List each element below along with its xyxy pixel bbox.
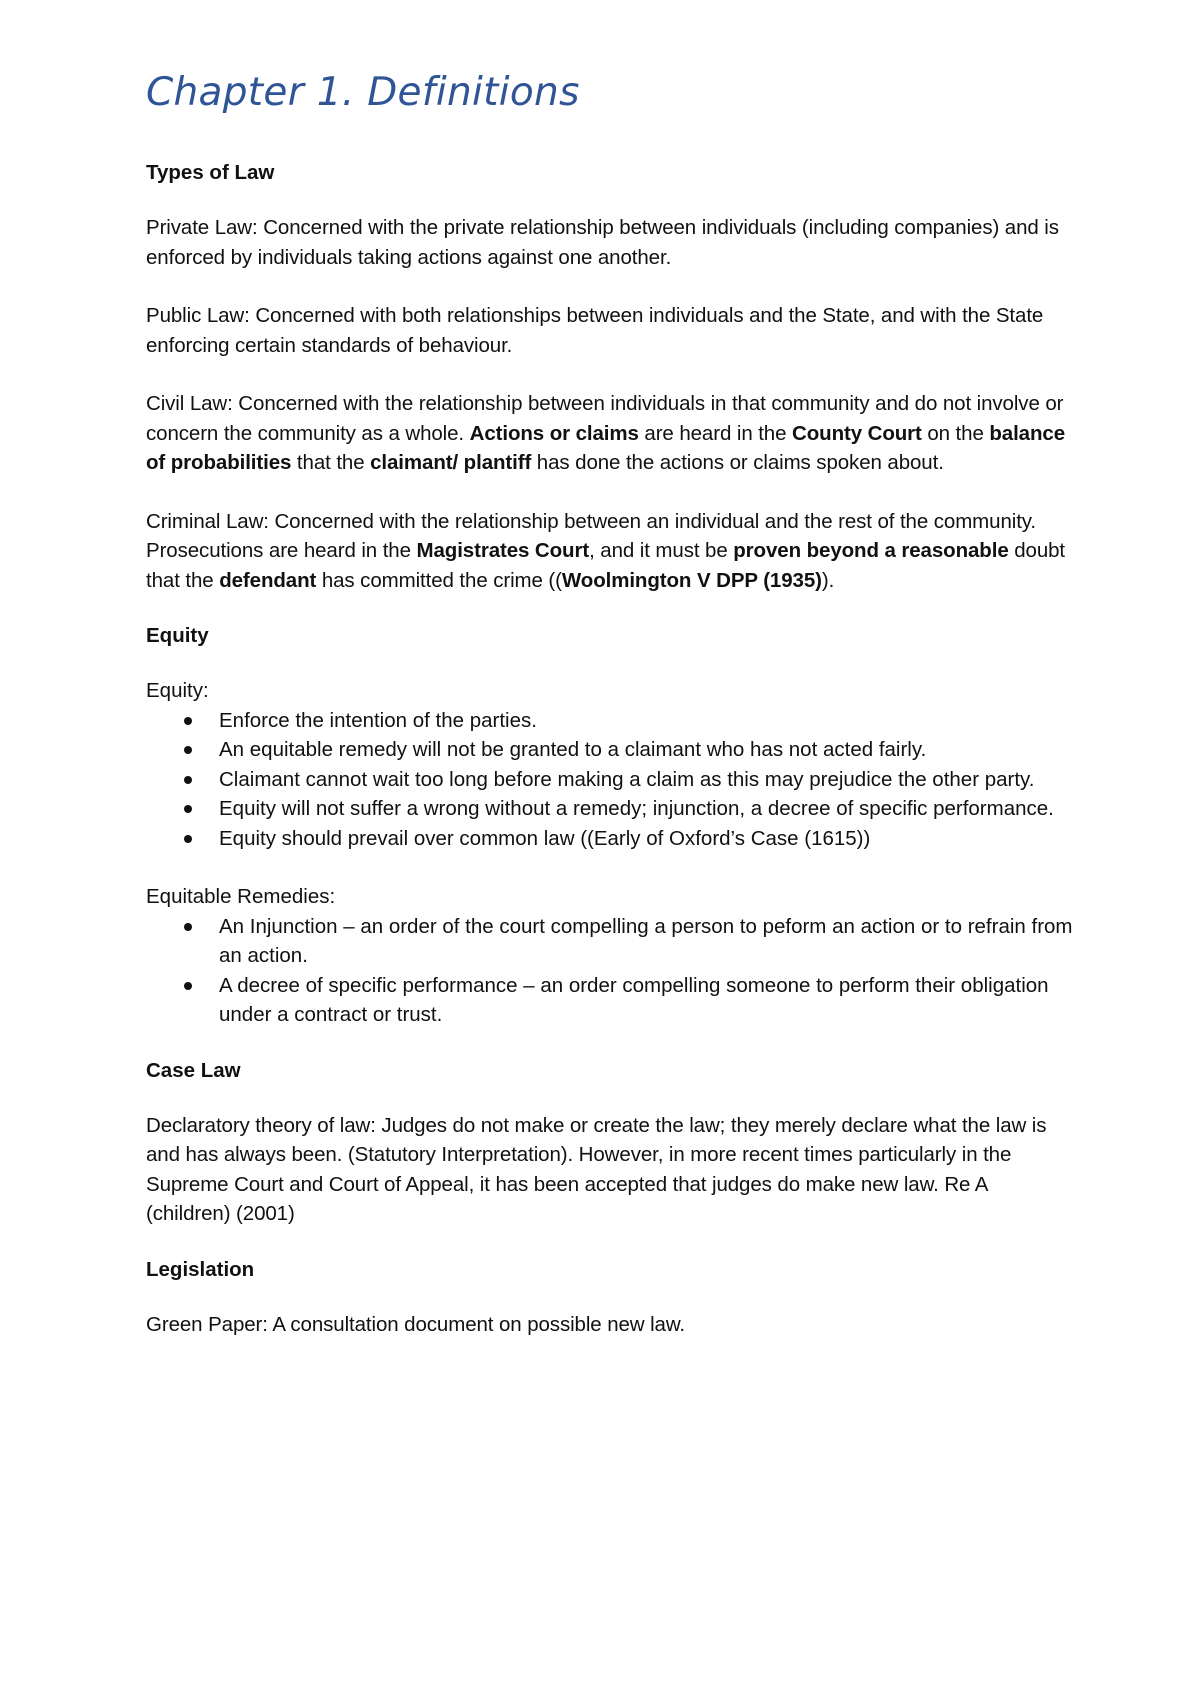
bold-term: proven beyond a reasonable: [733, 539, 1009, 562]
list-item-text: Enforce the intention of the parties.: [219, 708, 537, 732]
list-item-text: Equity should prevail over common law ((Early of Oxford’s Case (1615)): [219, 826, 871, 850]
text-span: ).: [821, 568, 835, 592]
list-item-text: An Injunction – an order of the court compelling a person to peform an action or to refrain from an action.: [219, 914, 1073, 967]
bullet-icon: [184, 982, 192, 990]
list-item-text: A decree of specific performance – an order compelling someone to perform their obligation under a contract or trust.: [219, 973, 1049, 1026]
heading-equity: Equity: [146, 624, 209, 647]
paragraph-civil-law: [146, 389, 1076, 478]
paragraph-criminal-law: [146, 507, 1076, 596]
list-item: [146, 735, 1076, 765]
bullet-icon: [184, 923, 192, 931]
text-span: , and it must be: [589, 539, 734, 562]
bullet-icon: [184, 746, 192, 754]
bold-term: Actions or claims: [469, 421, 639, 445]
bullet-icon: [184, 717, 192, 725]
list-item: [146, 971, 1076, 1030]
equitable-remedies-list: [146, 912, 1076, 1030]
heading-types-of-law: Types of Law: [146, 161, 275, 184]
paragraph-private-law: Private Law: Concerned with the private relationship between individuals (including companies) and is enforced by individuals taking actions against one another.: [146, 216, 1059, 269]
list-item-text: Equity will not suffer a wrong without a remedy; injunction, a decree of specific performance.: [219, 797, 1054, 820]
bold-term: Woolmington V DPP (1935): [561, 568, 822, 592]
equitable-remedies-label: Equitable Remedies:: [146, 885, 336, 908]
chapter-title: Chapter 1. Definitions: [146, 70, 580, 115]
bullet-icon: [184, 805, 192, 813]
equity-label: Equity:: [146, 679, 209, 702]
paragraph-green-paper: Green Paper: A consultation document on possible new law.: [146, 1312, 686, 1336]
equity-list: [146, 706, 1076, 854]
list-item-text: An equitable remedy will not be granted to a claimant who has not acted fairly.: [219, 738, 927, 761]
list-item: [146, 794, 1076, 824]
heading-case-law: Case Law: [146, 1058, 241, 1082]
text-span: are heard in the: [638, 421, 793, 445]
text-span: on the: [921, 421, 990, 445]
text-span: that the: [291, 451, 371, 474]
text-span: Civil Law: Concerned with the relationship between individuals in that community and do not involve or concern the community as a whole.: [146, 392, 1064, 445]
bullet-icon: [184, 776, 192, 784]
bold-term: Magistrates Court: [416, 539, 590, 562]
bold-term: County Court: [792, 421, 922, 445]
text-span: has done the actions or claims spoken about.: [531, 451, 944, 474]
list-item: [146, 824, 1076, 854]
text-span: doubt that the: [146, 539, 1066, 592]
bold-term: claimant/ plantiff: [370, 451, 532, 474]
bullet-icon: [184, 835, 192, 843]
paragraph-case-law: Declaratory theory of law: Judges do not make or create the law; they merely declare what the law is and has always been. (Statutory Interpretation). However, in more recent times particularly in the Supreme Court and Court of Appeal, it has been accepted that judges do make new law. Re A (children) (2001): [146, 1113, 1047, 1225]
text-span: has committed the crime ((: [316, 568, 562, 592]
list-item-text: Claimant cannot wait too long before making a claim as this may prejudice the other party.: [219, 767, 1035, 791]
bold-term: balance of probabilities: [146, 421, 1066, 474]
list-item: [146, 912, 1076, 971]
paragraph-public-law: Public Law: Concerned with both relationships between individuals and the State, and with the State enforcing certain standards of behaviour.: [146, 304, 1044, 357]
text-span: Criminal Law: Concerned with the relationship between an individual and the rest of the community. Prosecutions are heard in the: [146, 509, 1037, 562]
list-item: [146, 765, 1076, 795]
list-item: [146, 706, 1076, 736]
document-page: [146, 70, 1076, 1368]
bold-term: defendant: [219, 568, 317, 592]
heading-legislation: Legislation: [146, 1257, 255, 1281]
